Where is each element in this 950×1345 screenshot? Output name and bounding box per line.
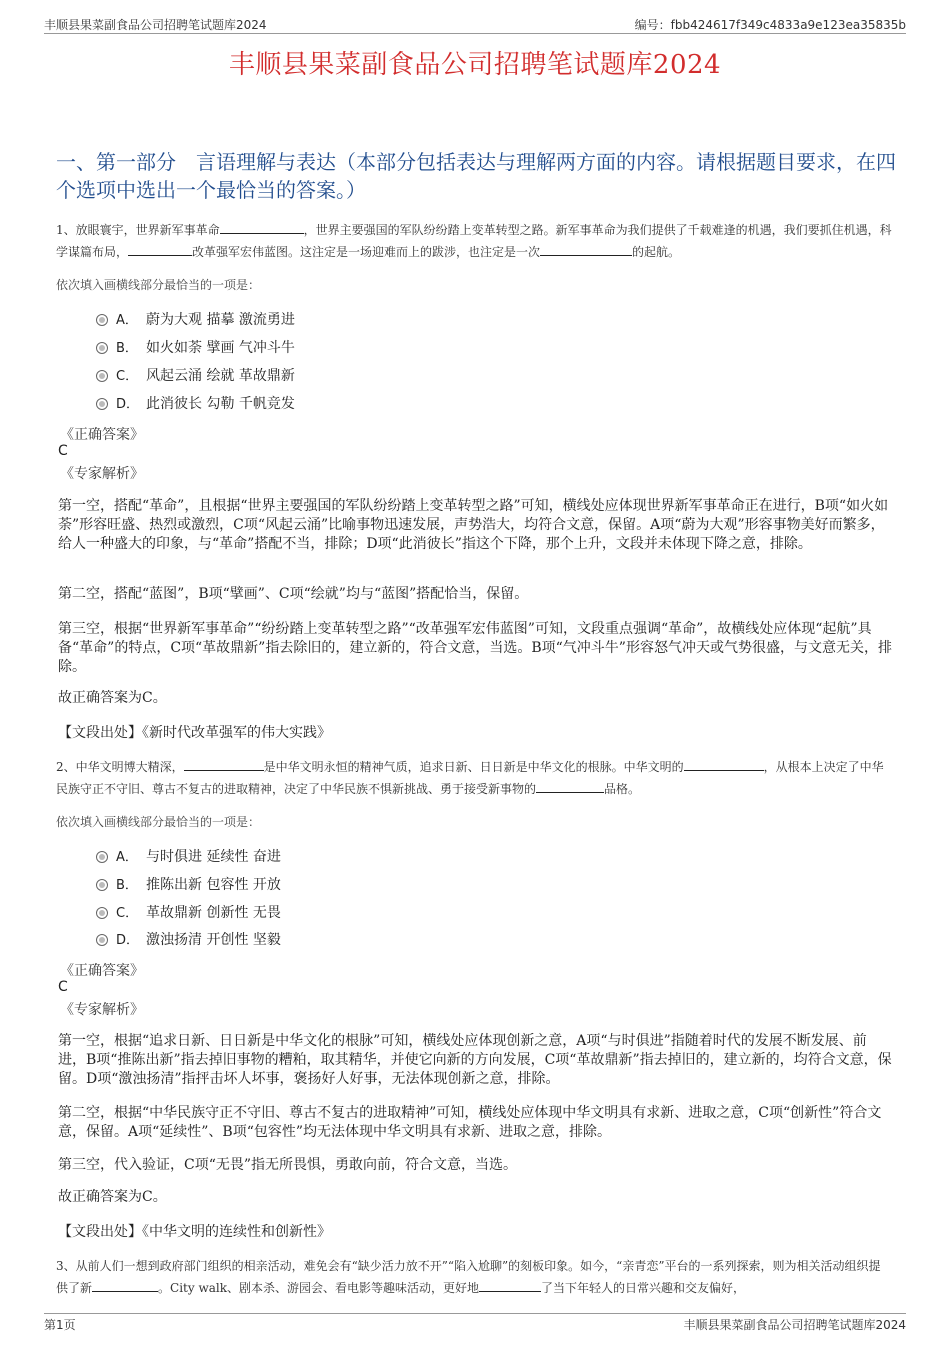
radio-icon[interactable]: [96, 907, 108, 919]
question-2-option-c[interactable]: C． 革故鼎新 创新性 无畏: [96, 902, 281, 922]
source-citation: 【文段出处】《中华文明的连续性和创新性》: [58, 1224, 331, 1240]
radio-icon[interactable]: [96, 314, 108, 326]
radio-icon[interactable]: [96, 398, 108, 410]
question-1-prompt: 依次填入画横线部分最恰当的一项是：: [56, 278, 261, 292]
header-doc-title: 丰顺县果菜副食品公司招聘笔试题库2024: [44, 18, 267, 32]
correct-answer-label: 《正确答案》: [60, 963, 144, 979]
footer-divider: [44, 1313, 906, 1314]
footer-doc-title: 丰顺县果菜副食品公司招聘笔试题库2024: [683, 1318, 906, 1332]
blank-3: [540, 241, 632, 256]
document-title: 丰顺县果菜副食品公司招聘笔试题库2024: [228, 50, 722, 80]
question-2-option-b[interactable]: B． 推陈出新 包容性 开放: [96, 874, 281, 894]
blank-1: [220, 219, 304, 234]
page-header: [44, 14, 906, 34]
analysis-paragraph: 第三空，代入验证，C项“无畏”指无所畏惧，勇敢向前，符合文意，当选。: [58, 1157, 518, 1173]
question-1-option-b[interactable]: B． 如火如荼 擘画 气冲斗牛: [96, 337, 295, 357]
blank-1: [184, 756, 264, 771]
radio-icon[interactable]: [96, 370, 108, 382]
correct-answer-value: C: [58, 979, 68, 995]
section-heading: 一、第一部分 言语理解与表达（本部分包括表达与理解两方面的内容。请根据题目要求，在四个选项中选出一个最恰当的答案。）: [56, 150, 896, 202]
blank-2: [684, 756, 764, 771]
header-divider: [44, 33, 906, 34]
analysis-conclusion: 故正确答案为C。: [58, 690, 167, 706]
blank-2: [479, 1277, 541, 1292]
expert-analysis-label: 《专家解析》: [60, 466, 144, 482]
question-1-option-a[interactable]: A． 蔚为大观 描摹 激流勇进: [96, 309, 295, 329]
question-1-stem: 1、放眼寰宇，世界新军事革命 ，世界主要强国的军队纷纷踏上变革转型之路。新军事革命为我们提供了千载难逢的机遇，我们要抓住机遇，科学谋篇布局， 改革强军宏伟蓝图。这注定是一场迎难而上的跋涉，也注定是一次 的起航。: [56, 219, 892, 263]
question-2-stem: 2、中华文明博大精深， 是中华文明永恒的精神气质，追求日新、日日新是中华文化的根脉。中华文明的 ，从根本上决定了中华民族守正不守旧、尊古不复古的进取精神，决定了中华民族不惧新挑战、勇于接受新事物的 品格。: [56, 756, 892, 800]
page-number: 第1页: [44, 1318, 76, 1332]
blank-2: [128, 241, 192, 256]
analysis-paragraph: 第一空，根据“追求日新、日日新是中华文化的根脉”可知，横线处应体现创新之意，A项“与时俱进”指随着时代的发展不断发展、前进，B项“推陈出新”指去掉旧事物的糟粕，取其精华，并使它向新的方向发展，C项“革故鼎新”指去掉旧的，建立新的，均符合文意，保留。D项“激浊扬清”指抨击坏人坏事，褒扬好人好事，无法体现创新之意，排除。: [58, 1033, 892, 1087]
correct-answer-label: 《正确答案》: [60, 427, 144, 443]
source-citation: 【文段出处】《新时代改革强军的伟大实践》: [58, 725, 331, 741]
analysis-paragraph: 第三空，根据“世界新军事革命”“纷纷踏上变革转型之路”“改革强军宏伟蓝图”可知，文段重点强调“革命”，故横线处应体现“起航”具备“革命”的特点，C项“革故鼎新”指去除旧的，建立新的，符合文意，当选。B项“气冲斗牛”形容怒气冲天或气势很盛，与文意无关，排除。: [58, 621, 892, 675]
radio-icon[interactable]: [96, 851, 108, 863]
radio-icon[interactable]: [96, 342, 108, 354]
question-2-option-d[interactable]: D． 激浊扬清 开创性 坚毅: [96, 929, 281, 949]
correct-answer-value: C: [58, 443, 68, 459]
question-1-option-c[interactable]: C． 风起云涌 绘就 革故鼎新: [96, 365, 295, 385]
question-3-stem: 3、从前人们一想到政府部门组织的相亲活动，难免会有“缺少活力放不开”“陷入尬聊”的刻板印象。如今，“亲青恋”平台的一系列探索，则为相关活动组织提供了新 。City walk、剧本杀、游园会、看电影等趣味活动，更好地 了当下年轻人的日常兴趣和交友偏好，: [56, 1259, 881, 1295]
analysis-paragraph: 第一空，搭配“革命”，且根据“世界主要强国的军队纷纷踏上变革转型之路”可知，横线处应体现世界新军事革命正在进行，B项“如火如荼”形容旺盛、热烈或激烈，C项“风起云涌”比喻事物迅速发展，声势浩大，均符合文意，保留。A项“蔚为大观”形容事物美好而繁多，给人一种盛大的印象，与“革命”搭配不当，排除；D项“此消彼长”指这个下降，那个上升，文段并未体现下降之意，排除。: [58, 498, 889, 552]
radio-icon[interactable]: [96, 879, 108, 891]
expert-analysis-label: 《专家解析》: [60, 1002, 144, 1018]
question-2-option-a[interactable]: A． 与时俱进 延续性 奋进: [96, 846, 281, 866]
analysis-paragraph: 第二空，搭配“蓝图”，B项“擘画”、C项“绘就”均与“蓝图”搭配恰当，保留。: [58, 586, 529, 602]
blank-3: [536, 778, 604, 793]
question-1-option-d[interactable]: D． 此消彼长 勾勒 千帆竞发: [96, 393, 295, 413]
analysis-conclusion: 故正确答案为C。: [58, 1189, 167, 1205]
analysis-paragraph: 第二空，根据“中华民族守正不守旧、尊古不复古的进取精神”可知，横线处应体现中华文明具有求新、进取之意，C项“创新性”符合文意，保留。A项“延续性”、B项“包容性”均无法体现中华文明具有求新、进取之意，排除。: [58, 1105, 882, 1140]
question-2-prompt: 依次填入画横线部分最恰当的一项是：: [56, 815, 261, 829]
blank-1: [92, 1277, 158, 1292]
radio-icon[interactable]: [96, 934, 108, 946]
header-doc-id: 编号：fbb424617f349c4833a9e123ea35835b: [634, 18, 906, 32]
